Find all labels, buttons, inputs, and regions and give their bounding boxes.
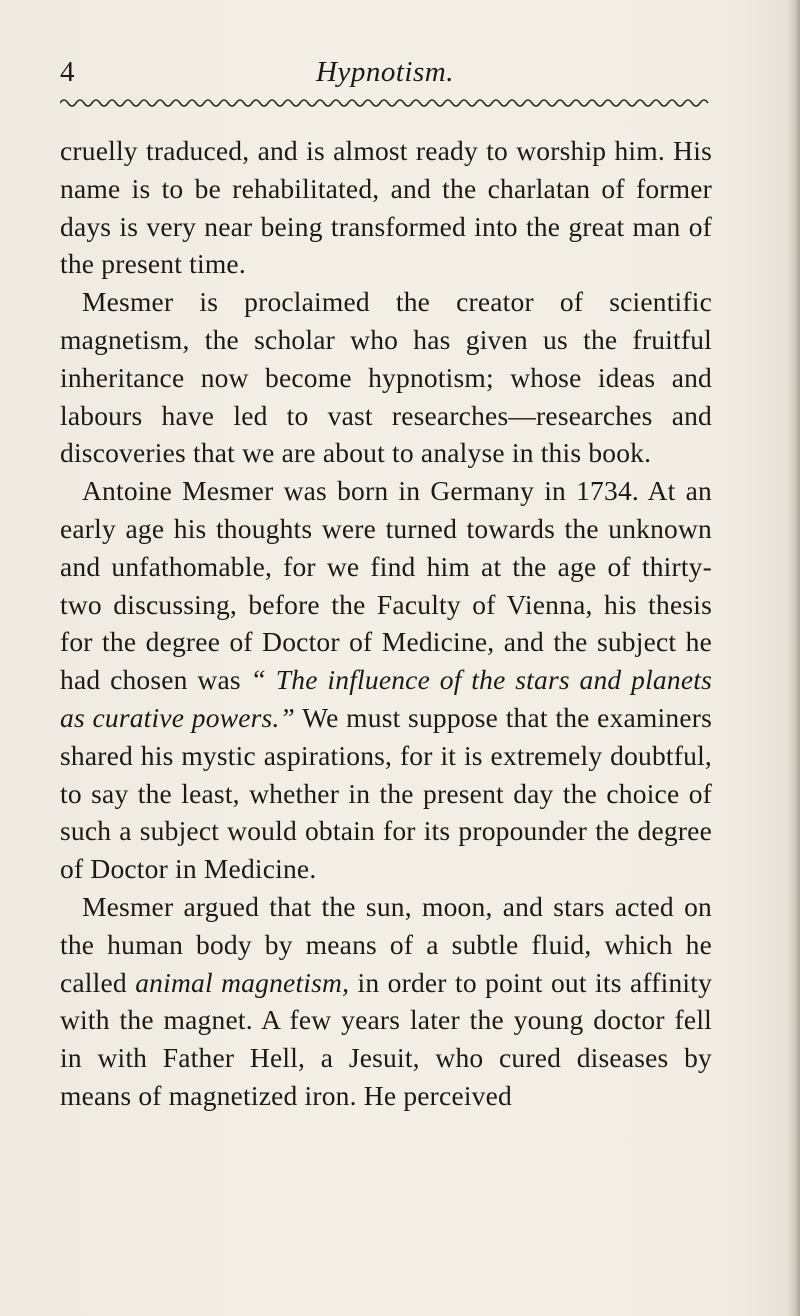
running-title: Hypnotism. <box>316 56 454 88</box>
paragraph-1 <box>60 132 712 283</box>
paragraph-4 <box>60 888 712 1115</box>
paragraph-3-text: Antoine Mesmer was born in Germany in 1734. At an early age his thoughts were turned towards the unknown and unfathomable, for we find him at the age of thirty-two discussing, before the Faculty of Vienna, his thesis for the degree of Doctor of Medicine, and the subject he had chosen was <box>60 475 712 696</box>
paragraph-4-text: Mesmer argued that the sun, moon, and stars acted on the human body by means of a subtle fluid, which he called <box>60 890 712 998</box>
body-text <box>60 132 712 1115</box>
paragraph-2-text: Mesmer is proclaimed the creator of scientific magnetism, the scholar who has given us the fruitful inheritance now become hypnotism; whose ideas and labours have led to vast researches—researches and discoveries that we are about to analyse in this book. <box>60 286 712 469</box>
animal-magnetism-italic: animal magnetism, <box>135 966 350 998</box>
paragraph-4-continuation: in order to point out its affinity with the magnet. A few years later the young doctor fell in with Father Hell, a Jesuit, who cured diseases by means of magnetized iron. He perceived <box>60 966 713 1111</box>
thesis-title-italic: “ The influence of the stars and planets as curative powers.” <box>60 664 712 733</box>
paragraph-2 <box>60 283 712 472</box>
decorative-rule-ornament <box>60 96 710 110</box>
page-number: 4 <box>60 56 75 88</box>
paragraph-3-continuation: We must suppose that the examiners shared his mystic aspirations, for it is extremely doubtful, to say the least, whether in the present day the choice of such a subject would obtain for its propounder the degree of Doctor in Medicine. <box>60 701 712 885</box>
paragraph-3 <box>60 472 712 888</box>
page-header <box>60 52 710 92</box>
paragraph-1-text: cruelly traduced, and is almost ready to worship him. His name is to be rehabilitated, and the charlatan of former days is very near being transformed into the great man of the present time. <box>60 135 712 280</box>
page-edge-shadow <box>786 0 800 1316</box>
